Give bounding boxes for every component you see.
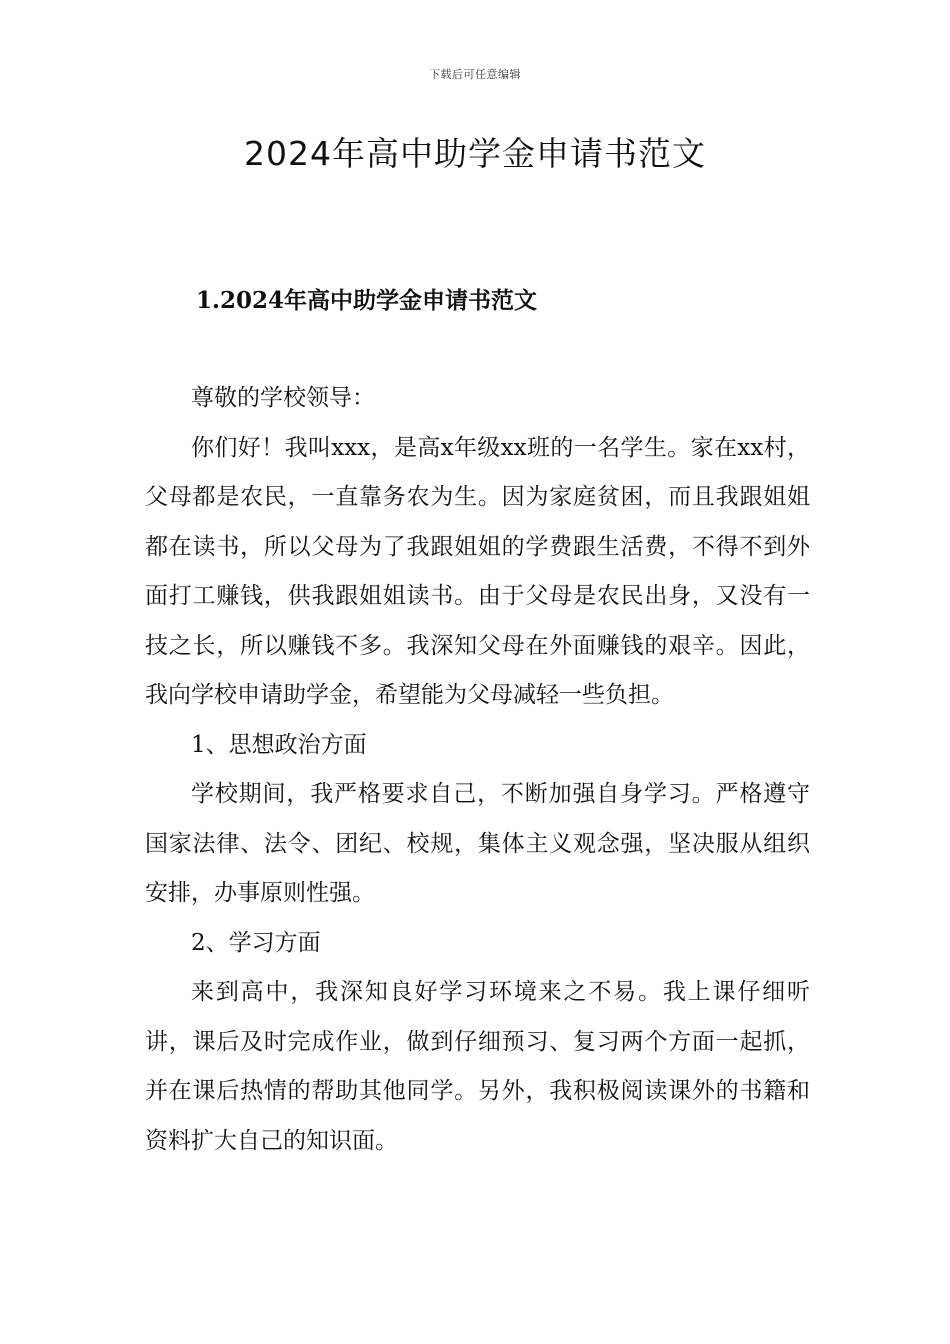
section-heading: 1.2024年高中助学金申请书范文 — [196, 287, 538, 314]
body-paragraph: 学校期间，我严格要求自己，不断加强自身学习。严格遵守国家法律、法令、团纪、校规，集体主义观念强，坚决服从组织安排，办事原则性强。 — [145, 781, 810, 906]
document-title: 2024年高中助学金申请书范文 — [244, 134, 706, 173]
body-paragraph: 你们好！我叫xxx，是高x年级xx班的一名学生。家在xx村，父母都是农民，一直靠务农为生。因为家庭贫困，而且我跟姐姐都在读书，所以父母为了我跟姐姐的学费跟生活费，不得不到外面打工赚钱，供我跟姐姐读书。由于父母是农民出身，又没有一技之长，所以赚钱不多。我深知父母在外面赚钱的艰辛。因此，我向学校申请助学金，希望能为父母减轻一些负担。 — [145, 434, 810, 708]
document-body — [145, 374, 810, 1166]
header-note: 下载后可任意编辑 — [429, 68, 521, 81]
salutation: 尊敬的学校领导： — [191, 385, 375, 411]
body-paragraph: 来到高中，我深知良好学习环境来之不易。我上课仔细听讲，课后及时完成作业，做到仔细预习、复习两个方面一起抓，并在课后热情的帮助其他同学。另外，我积极阅读课外的书籍和资料扩大自己的知识面。 — [145, 979, 810, 1154]
subheading: 1、思想政治方面 — [191, 731, 367, 758]
subheading: 2、学习方面 — [191, 929, 321, 956]
